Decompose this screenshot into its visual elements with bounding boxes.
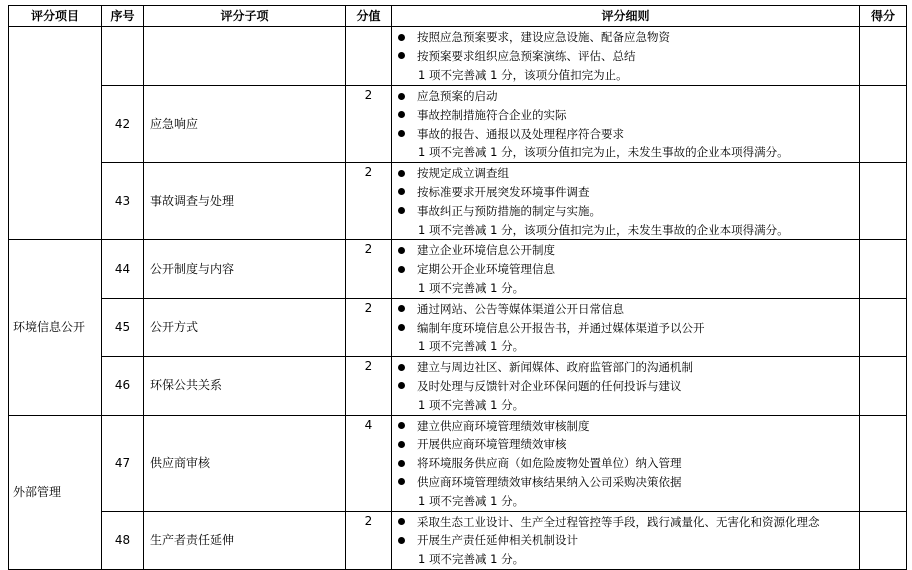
got-cell [860, 240, 907, 298]
got-cell [860, 511, 907, 569]
seq-cell: 46 [102, 357, 144, 415]
bullet-icon [398, 364, 405, 371]
deduction-note: 1 项不完善减 1 分，该项分值扣完为止，未发生事故的企业本项得满分。 [418, 145, 789, 160]
bullet-icon [398, 170, 405, 177]
subitem-cell: 应急响应 [144, 86, 346, 163]
subitem-cell: 事故调查与处理 [144, 163, 346, 240]
score-cell: 4 [346, 415, 392, 511]
category-cell: 环境信息公开 [9, 240, 102, 415]
table-row [9, 511, 907, 569]
detail-cell [392, 163, 860, 240]
bullet-icon [398, 441, 405, 448]
subitem-cell: 环保公共关系 [144, 357, 346, 415]
list-item: 事故控制措施符合企业的实际 [396, 106, 859, 125]
list-item: 供应商环境管理绩效审核结果纳入公司采购决策依据 [396, 473, 859, 492]
list-item: 按预案要求组织应急预案演练、评估、总结 [396, 47, 859, 66]
deduction-note: 1 项不完善减 1 分。 [418, 397, 525, 412]
bullet-icon [398, 537, 405, 544]
score-cell: 2 [346, 240, 392, 298]
subitem-cell: 生产者责任延伸 [144, 511, 346, 569]
list-item: 采取生态工业设计、生产全过程管控等手段，践行减量化、无害化和资源化理念 [396, 513, 859, 532]
deduction-note: 1 项不完善减 1 分。 [418, 280, 525, 295]
list-item: 按照应急预案要求，建设应急设施、配备应急物资 [396, 28, 859, 47]
got-cell [860, 27, 907, 86]
detail-cell [392, 357, 860, 415]
bullet-icon [398, 382, 405, 389]
bullet-icon [398, 422, 405, 429]
list-item: 建立与周边社区、新闻媒体、政府监管部门的沟通机制 [396, 358, 859, 377]
subitem-cell: 公开制度与内容 [144, 240, 346, 298]
score-cell: 2 [346, 163, 392, 240]
table-row [9, 240, 907, 298]
subitem-cell: 公开方式 [144, 298, 346, 356]
got-cell [860, 298, 907, 356]
bullet-icon [398, 460, 405, 467]
seq-cell: 48 [102, 511, 144, 569]
detail-cell [392, 86, 860, 163]
bullet-icon [398, 93, 405, 100]
scoring-table [8, 5, 907, 570]
bullet-icon [398, 518, 405, 525]
bullet-icon [398, 111, 405, 118]
seq-cell [102, 27, 144, 86]
list-item: 编制年度环境信息公开报告书，并通过媒体渠道予以公开 [396, 319, 859, 338]
got-cell [860, 357, 907, 415]
header-seq: 序号 [102, 6, 144, 27]
list-item: 及时处理与反馈针对企业环保问题的任何投诉与建议 [396, 377, 859, 396]
table-row [9, 86, 907, 163]
detail-cell [392, 298, 860, 356]
header-category: 评分项目 [9, 6, 102, 27]
detail-cell [392, 27, 860, 86]
seq-cell: 47 [102, 415, 144, 511]
got-cell [860, 163, 907, 240]
list-item: 开展生产责任延伸相关机制设计 [396, 531, 859, 550]
list-item: 将环境服务供应商（如危险废物处置单位）纳入管理 [396, 454, 859, 473]
bullet-icon [398, 247, 405, 254]
score-cell [346, 27, 392, 86]
seq-cell: 45 [102, 298, 144, 356]
header-row [9, 6, 907, 27]
list-item: 应急预案的启动 [396, 87, 859, 106]
table-row [9, 163, 907, 240]
header-score: 分值 [346, 6, 392, 27]
seq-cell: 44 [102, 240, 144, 298]
category-cell: 外部管理 [9, 415, 102, 569]
got-cell [860, 415, 907, 511]
deduction-note: 1 项不完善减 1 分，该项分值扣完为止，未发生事故的企业本项得满分。 [418, 222, 789, 237]
detail-cell [392, 240, 860, 298]
list-item: 按规定成立调查组 [396, 164, 859, 183]
bullet-icon [398, 478, 405, 485]
got-cell [860, 86, 907, 163]
score-cell: 2 [346, 511, 392, 569]
bullet-icon [398, 188, 405, 195]
table-row [9, 357, 907, 415]
bullet-icon [398, 324, 405, 331]
table-row [9, 27, 907, 86]
detail-cell [392, 511, 860, 569]
bullet-icon [398, 52, 405, 59]
detail-cell [392, 415, 860, 511]
subitem-cell [144, 27, 346, 86]
score-cell: 2 [346, 298, 392, 356]
subitem-cell: 供应商审核 [144, 415, 346, 511]
score-cell: 2 [346, 357, 392, 415]
list-item: 按标准要求开展突发环境事件调查 [396, 183, 859, 202]
list-item: 建立企业环境信息公开制度 [396, 241, 859, 260]
deduction-note: 1 项不完善减 1 分。 [418, 552, 525, 567]
list-item: 事故纠正与预防措施的制定与实施。 [396, 202, 859, 221]
header-subitem: 评分子项 [144, 6, 346, 27]
list-item: 定期公开企业环境管理信息 [396, 260, 859, 279]
table-row [9, 415, 907, 511]
score-cell: 2 [346, 86, 392, 163]
deduction-note: 1 项不完善减 1 分。 [418, 493, 525, 508]
list-item: 事故的报告、通报以及处理程序符合要求 [396, 125, 859, 144]
bullet-icon [398, 34, 405, 41]
bullet-icon [398, 130, 405, 137]
bullet-icon [398, 266, 405, 273]
header-got: 得分 [860, 6, 907, 27]
header-detail: 评分细则 [392, 6, 860, 27]
table-row [9, 298, 907, 356]
list-item: 建立供应商环境管理绩效审核制度 [396, 417, 859, 436]
deduction-note: 1 项不完善减 1 分。 [418, 339, 525, 354]
seq-cell: 42 [102, 86, 144, 163]
list-item: 开展供应商环境管理绩效审核 [396, 435, 859, 454]
bullet-icon [398, 207, 405, 214]
seq-cell: 43 [102, 163, 144, 240]
category-cell [9, 27, 102, 240]
deduction-note: 1 项不完善减 1 分，该项分值扣完为止。 [418, 67, 628, 82]
list-item: 通过网站、公告等媒体渠道公开日常信息 [396, 300, 859, 319]
bullet-icon [398, 305, 405, 312]
